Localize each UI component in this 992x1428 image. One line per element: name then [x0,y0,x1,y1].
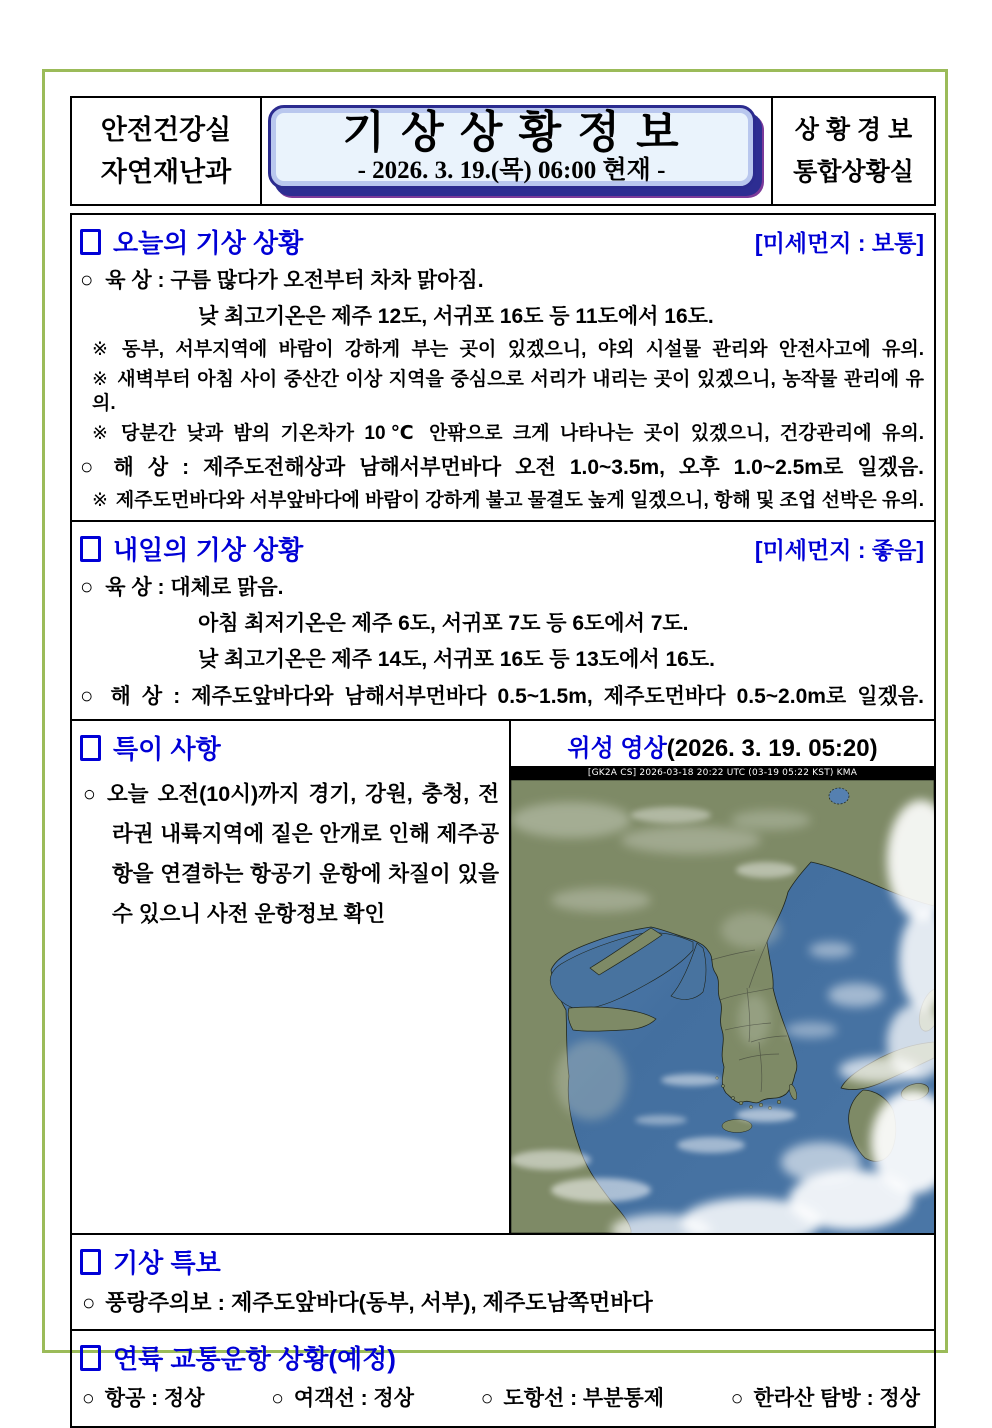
circle-bullet-icon: ○ [730,1387,744,1410]
section-box-icon [80,1249,101,1275]
dust-badge-today: [미세먼지 : 보통] [754,230,924,256]
report-header [70,96,936,206]
section-transport [72,1329,934,1426]
circle-bullet-icon: ○ [80,683,99,708]
satellite-caption: [GK2A CS] 2026-03-18 20:22 UTC (03-19 05:22 KST) KMA [511,766,934,780]
today-land-line2: 낮 최고기온은 제주 12도, 서귀포 16도 등 11도에서 16도. [198,305,714,328]
circle-bullet-icon: ○ [80,267,94,292]
dust-badge-tomorrow: [미세먼지 : 좋음] [754,537,924,563]
section-warning-header [72,1235,934,1282]
circle-bullet-icon: ○ [80,574,94,599]
section-tomorrow [72,520,934,719]
office-cell [771,98,934,204]
reference-mark-icon: ※ [92,369,110,390]
office-line2: 통합상황실 [793,158,914,186]
title-cell [262,98,771,204]
department-line2: 자연재난과 [100,157,232,187]
special-note-text: ○ 오늘 오전(10시)까지 경기, 강원, 충청, 전라권 내륙지역에 짙은 안개로 인해 제주공항을 연결하는 항공기 운항에 차질이 있을 수 있으니 사전 운항정보 확인 [83,782,499,926]
circle-bullet-icon: ○ [80,454,102,479]
reference-mark-icon: ※ [92,339,115,360]
section-transport-title [80,1339,396,1376]
reference-mark-icon: ※ [92,423,114,444]
today-land-line1: ○ 육 상 : 구름 많다가 오전부터 차차 맑아짐. [80,267,484,292]
transport-item-hallasan: ○ 한라산 탐방 : 정상 [730,1387,920,1410]
reference-mark-icon: ※ [92,490,108,511]
section-transport-title-text: 연륙 교통운항 상황(예정) [113,1344,396,1374]
section-transport-header [72,1331,934,1378]
section-special-title [80,729,221,766]
section-special-header [72,721,509,770]
satellite-timestamp: (2026. 3. 19. 05:20) [666,735,878,762]
today-note-2: ※ 새벽부터 아침 사이 중산간 이상 지역을 중심으로 서리가 내리는 곳이 있겠으니, 농작물 관리에 유의. [92,369,924,414]
section-warning-title [80,1243,221,1280]
tomorrow-land-line3: 낮 최고기온은 제주 14도, 서귀포 16도 등 13도에서 16도. [198,648,715,671]
today-note-3: ※ 당분간 낮과 밤의 기온차가 10℃ 안팎으로 크게 나타나는 곳이 있겠으니, 건강관리에 유의. [92,423,924,444]
circle-bullet-icon: ○ [82,1290,96,1315]
title-box [268,105,756,189]
circle-bullet-icon: ○ [480,1387,494,1410]
circle-bullet-icon: ○ [271,1387,284,1410]
department-cell [72,98,262,204]
circle-bullet-icon: ○ [83,782,100,806]
tomorrow-sea-line: ○ 해 상 : 제주도앞바다와 남해서부먼바다 0.5~1.5m, 제주도먼바다 0.5~2.0m로 일겠음. [80,683,924,708]
satellite-title-text: 위성 영상 [567,735,667,762]
section-box-icon [80,735,101,761]
section-box-icon [80,536,101,562]
section-tomorrow-title-text: 내일의 기상 상황 [113,535,304,565]
section-tomorrow-header [72,522,934,569]
section-today-title [80,223,303,260]
special-notes-cell [72,721,509,1233]
satellite-image [511,780,934,1233]
today-note-1: ※ 동부, 서부지역에 바람이 강하게 부는 곳이 있겠으니, 야외 시설물 관리와 안전사고에 유의. [92,339,924,360]
page-frame [42,69,948,1410]
tomorrow-land-line2: 아침 최저기온은 제주 6도, 서귀포 7도 등 6도에서 7도. [198,612,689,635]
section-special [72,719,934,1233]
section-today-header [72,215,934,262]
tomorrow-land-line1: ○ 육 상 : 대체로 맑음. [80,574,284,599]
section-warning [72,1233,934,1329]
satellite-cell [509,721,934,1233]
transport-item-air: ○ 항공 : 정상 [82,1387,205,1410]
transport-item-island-ferry: ○ 도항선 : 부분통제 [480,1387,665,1410]
report-title: 기 상 상 황 정 보 [342,107,681,157]
section-today-title-text: 오늘의 기상 상황 [113,228,304,258]
section-today [72,215,934,520]
today-sea-line: ○ 해 상 : 제주도전해상과 남해서부먼바다 오전 1.0~3.5m, 오후 1.0~2.5m로 일겠음. [80,454,924,479]
department-line1: 안전건강실 [100,115,232,145]
circle-bullet-icon: ○ [82,1387,95,1410]
transport-item-ferry: ○ 여객선 : 정상 [271,1387,414,1410]
report-body [70,213,936,1428]
section-special-title-text: 특이 사항 [113,734,221,764]
section-warning-title-text: 기상 특보 [113,1248,221,1278]
office-line1: 상 황 경 보 [794,116,913,144]
section-tomorrow-title [80,530,303,567]
satellite-title [511,721,934,766]
warning-item: ○ 풍랑주의보 : 제주도앞바다(동부, 서부), 제주도남쪽먼바다 [82,1290,653,1315]
transport-status-row [72,1378,934,1422]
today-sea-note: ※ 제주도먼바다와 서부앞바다에 바람이 강하게 불고 물결도 높게 일겠으니, 항해 및 조업 선박은 유의. [92,490,924,511]
section-box-icon [80,229,101,255]
section-box-icon [80,1345,101,1371]
report-datetime: - 2026. 3. 19.(목) 06:00 현재 - [357,156,666,184]
